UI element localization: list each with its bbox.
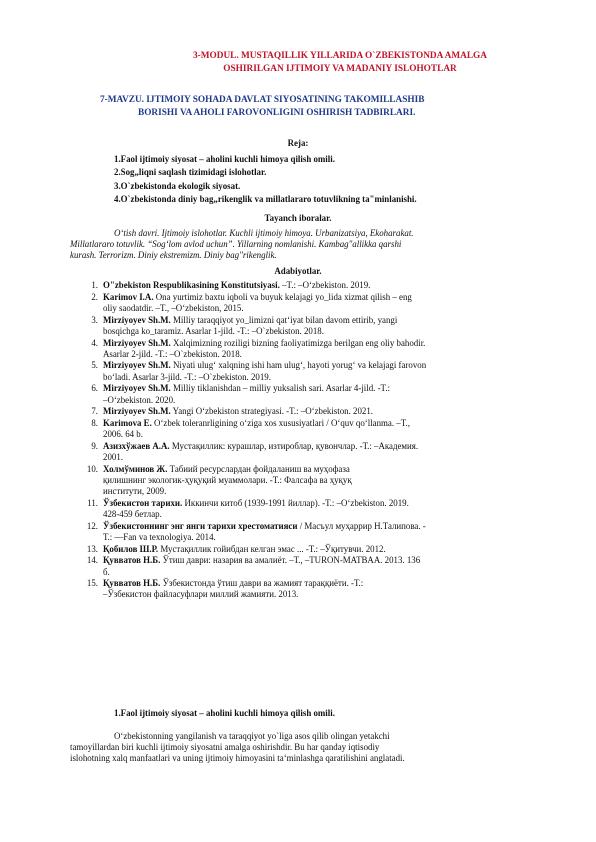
reference-line-text: Milliy tiklanishdan – milliy yuksalish sari. Asarlar 4-jild. -T.: <box>173 383 391 394</box>
plan-item-text: Sog„liqni saqlash tizimidagi islohotlar. <box>120 167 267 178</box>
reference-num: 5. <box>91 360 98 371</box>
reference-item <box>70 338 548 360</box>
reference-line <box>103 486 548 497</box>
reference-num: 6. <box>91 383 98 394</box>
reference-line <box>103 589 548 600</box>
reference-author: Mirziyoyev Sh.M. <box>103 360 171 371</box>
reference-text <box>103 280 548 291</box>
reference-line-text: bosqichga ko_taramiz. Asarlar 1-jild. -T.: –O`zbekiston. 2018. <box>103 325 324 336</box>
reference-item <box>70 498 548 520</box>
plan-item <box>114 194 554 207</box>
plan-item <box>114 181 554 194</box>
reference-author: Ўзбекистон тарихи. <box>103 497 183 508</box>
plan-item-text: O`zbekistonda ekologik siyosat. <box>120 180 241 191</box>
reference-num: 1. <box>91 280 98 290</box>
reference-line <box>103 372 548 383</box>
reference-line <box>103 555 548 566</box>
reference-line <box>103 509 548 520</box>
reference-line <box>103 418 548 429</box>
reference-author: Қувватов Н.Б. <box>103 555 161 566</box>
reference-line <box>103 441 548 452</box>
keywords-heading: Tayanch iboralar. <box>264 213 332 223</box>
reference-line <box>103 315 548 326</box>
reference-author: Mirziyoyev Sh.M. <box>103 406 171 417</box>
reference-author: Холмўминов Ж. <box>103 463 168 474</box>
reference-num: 7. <box>91 406 98 417</box>
reference-num: 2. <box>91 291 98 302</box>
reference-line <box>103 578 548 589</box>
reference-text <box>103 406 548 417</box>
module-title-line-2: OSHIRILGAN IJTIMOIY VA MADANIY ISLOHOTLAR <box>223 63 457 74</box>
reference-item <box>70 360 548 382</box>
reference-line-text: Milliy taraqqiyot yo_limizni qat‘iyat bilan davom ettirib, yangi <box>173 314 398 325</box>
reference-line <box>103 452 548 463</box>
section-1-line-2: tamoyillardan biri kuchli ijtimoiy siyosatni amalga oshirishdir. Bu har qanday iqtisodiy <box>70 742 380 753</box>
reference-item <box>70 280 548 291</box>
reference-line-text: –O‘zbekiston. 2020. <box>103 394 176 405</box>
reference-line <box>103 498 548 509</box>
plan-item <box>114 167 554 180</box>
references-list <box>70 280 548 601</box>
reference-num: 10. <box>86 463 98 474</box>
reference-line-text: 2001. <box>103 452 123 463</box>
reference-item <box>70 521 548 543</box>
section-1-line-1: O‘zbekistonning yangilanish va taraqqiyot yo`liga asos qilib olingan yetakchi <box>114 731 390 741</box>
reference-line <box>103 349 548 360</box>
reference-num: 9. <box>91 440 98 451</box>
reference-item <box>70 292 548 314</box>
reference-line-text: 428-459 бетлар. <box>103 509 162 520</box>
plan-item-num: 4. <box>114 194 121 205</box>
reference-author: Ўзбекистоннинг энг янги тарихи хрестоматияси <box>103 520 298 531</box>
reference-line-text: oliy saodatdir. –T., –O‘zbekiston, 2015. <box>103 302 244 313</box>
plan-heading: Reja: <box>287 138 309 148</box>
reference-line-text: bo‘ladi. Asarlar 3-jild. -T.: –O`zbekiston. 2019. <box>103 371 271 382</box>
reference-item <box>70 544 548 555</box>
reference-line-text: қилишнинг экологик-ҳуқуқий муаммолари. -Т.: Фалсафа ва ҳуқуқ <box>103 474 352 485</box>
section-1-paragraph <box>70 731 548 765</box>
reference-num: 4. <box>91 337 98 348</box>
reference-num: 13. <box>86 543 98 554</box>
reference-line <box>103 303 548 314</box>
reference-author: Қувватов Н.Б. <box>103 578 161 589</box>
reference-text <box>103 498 548 520</box>
reference-line <box>103 429 548 440</box>
topic-title-line-2: BORISHI VA AHOLI FAROVONLIGINI OSHIRISH TADBIRLARI. <box>138 107 416 118</box>
section-1-title-text: Faol ijtimoiy siyosat – aholini kuchli himoya qilish omili. <box>120 708 335 718</box>
reference-author: Азизхўжаев А.А. <box>103 440 170 451</box>
keywords-paragraph <box>70 228 548 262</box>
plan-item-num: 3. <box>114 180 121 191</box>
reference-item <box>70 578 548 600</box>
reference-line <box>103 475 548 486</box>
reference-line-text: Мустақиллик: курашлар, изтироблар, қувончлар. -Т.: –Академия. <box>171 440 419 451</box>
reference-line-text: б. <box>103 566 110 577</box>
reference-line-text: Yangi O‘zbekiston strategiyasi. -T.: –O‘zbekiston. 2021. <box>172 406 373 417</box>
reference-line <box>103 406 548 417</box>
reference-line <box>103 532 548 543</box>
reference-author: Mirziyoyev Sh.M. <box>103 337 171 348</box>
section-1-line-3: islohotning xalq manfaatlari va uning ijtimoiy himoyasini ta‘minlashga qaratilishini anglatadi. <box>70 753 405 764</box>
reference-item <box>70 406 548 417</box>
reference-author: Mirziyoyev Sh.M. <box>103 314 171 325</box>
reference-line-text: Ўзбекистонда ўтиш даври ва жамият тараққиёти. -Т.: <box>162 578 364 589</box>
reference-line <box>103 464 548 475</box>
reference-num: 15. <box>86 578 98 589</box>
reference-text <box>103 383 548 405</box>
references-heading: Adabiyotlar. <box>274 266 322 276</box>
reference-author: Karimov I.A. <box>103 291 154 302</box>
section-1-title <box>114 708 335 719</box>
reference-line <box>103 360 548 371</box>
reference-line <box>103 326 548 337</box>
reference-author: Mirziyoyev Sh.M. <box>103 383 171 394</box>
reference-author: O"zbekiston Respublikasining Konstitutsiyasi. <box>103 280 280 290</box>
reference-num: 8. <box>91 417 98 428</box>
reference-num: 3. <box>91 314 98 325</box>
reference-line-text: Табиий ресурслардан фойдаланиш ва муҳофаза <box>169 463 350 474</box>
reference-text <box>103 578 548 600</box>
reference-text <box>103 338 548 360</box>
reference-line-text: институти, 2009. <box>103 486 167 497</box>
reference-line <box>103 395 548 406</box>
plan-list <box>114 154 554 208</box>
plan-item <box>114 154 554 167</box>
reference-text <box>103 555 548 577</box>
reference-item <box>70 383 548 405</box>
reference-author: Karimova E. <box>103 417 152 428</box>
module-title-line-1: 3-MODUL. MUSTAQILLIK YILLARIDA O`ZBEKISTONDA AMALGA <box>192 51 487 61</box>
module-title <box>120 50 560 75</box>
reference-line-text: Иккинчи китоб (1939-1991 йиллар). -Т.: –O‘zbekiston. 2019. <box>184 497 409 508</box>
reference-item <box>70 315 548 337</box>
reference-line-text: Т.: ―Fan va texnologiya. 2014. <box>103 531 216 542</box>
reference-text <box>103 292 548 314</box>
reference-line-text: Xalqimizning roziligi bizning faoliyatimizga berilgan eng oliy bahodir. <box>173 337 426 348</box>
section-1-num: 1. <box>114 708 121 718</box>
reference-line <box>103 292 548 303</box>
reference-text <box>103 464 548 498</box>
plan-item-text: O`zbekistonda diniy bag„rikenglik va millatlararo totuvlikning ta"minlanishi. <box>120 194 417 205</box>
reference-line <box>103 544 548 555</box>
reference-line-text: O‘zbek toleranrligining o‘ziga xos xususiyatlari / O‘quv qo‘llanma. –T., <box>154 417 410 428</box>
topic-title-line-1: 7-MAVZU. IJTIMOIY SOHADA DAVLAT SIYOSATINING TAKOMILLASHIB <box>100 95 425 105</box>
plan-item-num: 2. <box>114 167 121 178</box>
plan-item-text: Faol ijtimoiy siyosat – aholini kuchli himoya qilish omili. <box>120 154 335 164</box>
plan-item-num: 1. <box>114 154 121 164</box>
reference-item <box>70 555 548 577</box>
reference-text <box>103 544 548 555</box>
reference-item <box>70 418 548 440</box>
reference-text <box>103 521 548 543</box>
reference-text <box>103 418 548 440</box>
keywords-line-2: Millatlararo totuvlik. “Sog‘lom avlod uchun”. Yillarning nomlanishi. Kambag"allikka qarshi <box>70 239 402 250</box>
reference-line <box>103 383 548 394</box>
reference-line-text: Asarlar 2-jild. -T.: –O`zbekiston. 2018. <box>103 348 242 359</box>
reference-line-text: –T.: –O‘zbekiston. 2019. <box>282 280 371 290</box>
reference-line-text: Niyati ulug‘ xalqning ishi ham ulug‘, hayoti yorug‘ va kelajagi farovon <box>173 360 427 371</box>
reference-author: Қобилов Ш.Р. <box>103 543 159 554</box>
reference-item <box>70 441 548 463</box>
reference-line <box>103 521 548 532</box>
reference-line <box>103 280 548 291</box>
reference-text <box>103 441 548 463</box>
reference-num: 12. <box>86 520 98 531</box>
reference-line-text: –Ўзбекистон файласуфлари миллий жамияти. 2013. <box>103 589 299 600</box>
reference-line <box>103 567 548 578</box>
reference-line <box>103 338 548 349</box>
reference-num: 14. <box>86 555 98 566</box>
reference-line-text: Ўтиш даври: назария ва амалиёт. –Т., –TURON-MATBAA. 2013. 136 <box>162 555 421 566</box>
reference-line-text: Ona yurtimiz baxtu iqboli va buyuk kelajagi yo_lida xizmat qilish – eng <box>155 291 412 302</box>
reference-line-text: Мустақиллик гойибдан келган эмас ... -Т.: –Ўқитувчи. 2012. <box>160 543 386 554</box>
reference-text <box>103 360 548 382</box>
reference-text <box>103 315 548 337</box>
keywords-line-3: kurash. Terrorizm. Diniy ekstremizm. Diniy bag"rikenglik. <box>70 250 277 261</box>
keywords-line-1: O‘tish davri. Ijtimoiy islohotlar. Kuchli ijtimoiy himoya. Urbanizatsiya, Ekoharakat. <box>114 228 414 238</box>
reference-num: 11. <box>87 497 98 508</box>
topic-title <box>100 94 570 119</box>
reference-line-text: / Масъул муҳаррир Н.Талипова. - <box>299 520 426 531</box>
reference-item <box>70 464 548 498</box>
reference-line-text: 2006. 64 b. <box>103 429 143 440</box>
